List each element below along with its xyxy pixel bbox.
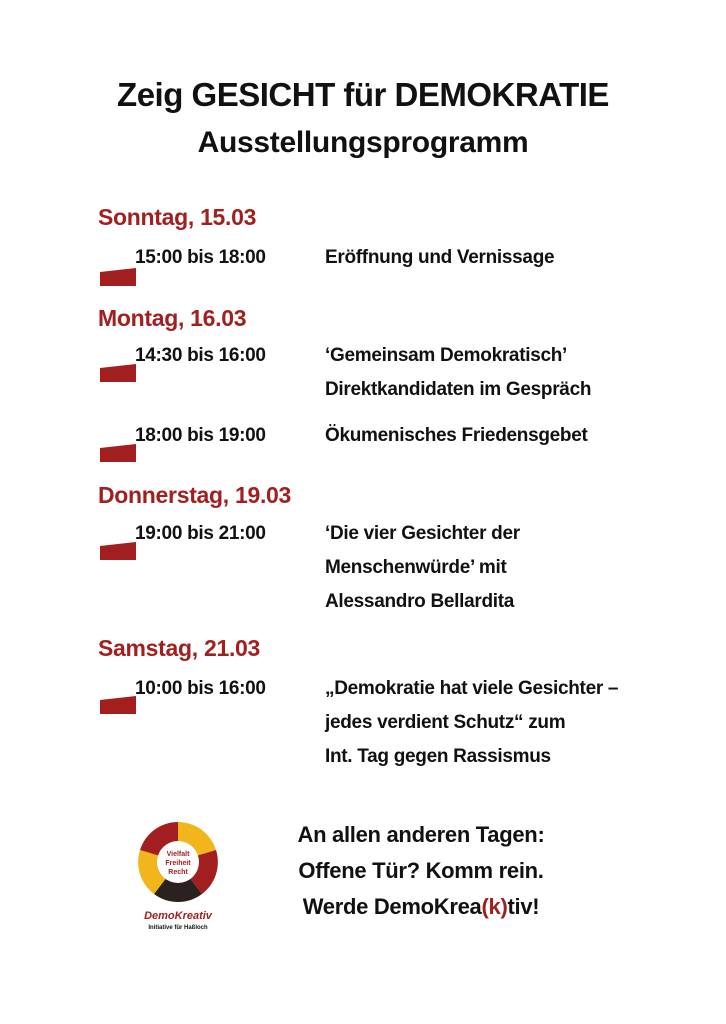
logo-word: Vielfalt [166,851,190,858]
page-title: Zeig GESICHT für DEMOKRATIE [117,76,609,113]
day-heading-montag: Montag, 16.03 [98,305,247,331]
closing-message [262,817,580,925]
event-description-line: Direktkandidaten im Gespräch [325,379,592,400]
marker-icon [100,696,136,714]
event-description-line: „Demokratie hat viele Gesichter – [325,678,619,699]
event-description-line: ‘Die vier Gesichter der [325,523,520,544]
marker-icon [100,364,136,382]
event-description [325,672,618,774]
day-heading-sonntag: Sonntag, 15.03 [98,204,257,230]
closing-line-3-post: tiv! [507,894,540,919]
page-subtitle: Ausstellungsprogramm [197,126,529,159]
closing-line-1: An allen anderen Tagen: [297,822,545,847]
marker-icon [100,542,136,560]
event-description-line: Menschenwürde’ mit [325,557,507,578]
event-description [325,517,520,619]
event-description-line: Ökumenisches Friedensgebet [325,425,588,446]
day-heading-donnerstag: Donnerstag, 19.03 [98,482,292,508]
marker-icon [100,444,136,462]
event-time: 14:30 bis 16:00 [135,345,266,366]
event-description-line: Int. Tag gegen Rassismus [325,746,551,767]
event-description [325,419,588,453]
event-description-line: ‘Gemeinsam Demokratisch’ [325,345,568,366]
event-time: 10:00 bis 16:00 [135,678,266,699]
closing-line-3-pre: Werde DemoKrea [302,894,482,919]
event-description-line: jedes verdient Schutz“ zum [325,712,566,733]
closing-accent: (k) [481,894,508,919]
closing-line-2: Offene Tür? Komm rein. [298,858,544,883]
event-description [325,339,591,407]
event-time: 18:00 bis 19:00 [135,425,266,446]
day-heading-samstag: Samstag, 21.03 [98,635,261,661]
event-description-line: Eröffnung und Vernissage [325,247,555,268]
logo-name: DemoKreativ [144,910,212,922]
logo-word: Recht [168,869,188,876]
event-time: 19:00 bis 21:00 [135,523,266,544]
event-description-line: Alessandro Bellardita [325,591,515,612]
logo-word: Freiheit [165,860,191,867]
logo-tagline: Initiative für Haßloch [148,925,208,931]
event-description [325,241,554,275]
marker-icon [100,268,136,286]
event-time: 15:00 bis 18:00 [135,247,266,268]
demokreativ-logo [124,815,232,933]
closing-line-3 [262,889,580,925]
